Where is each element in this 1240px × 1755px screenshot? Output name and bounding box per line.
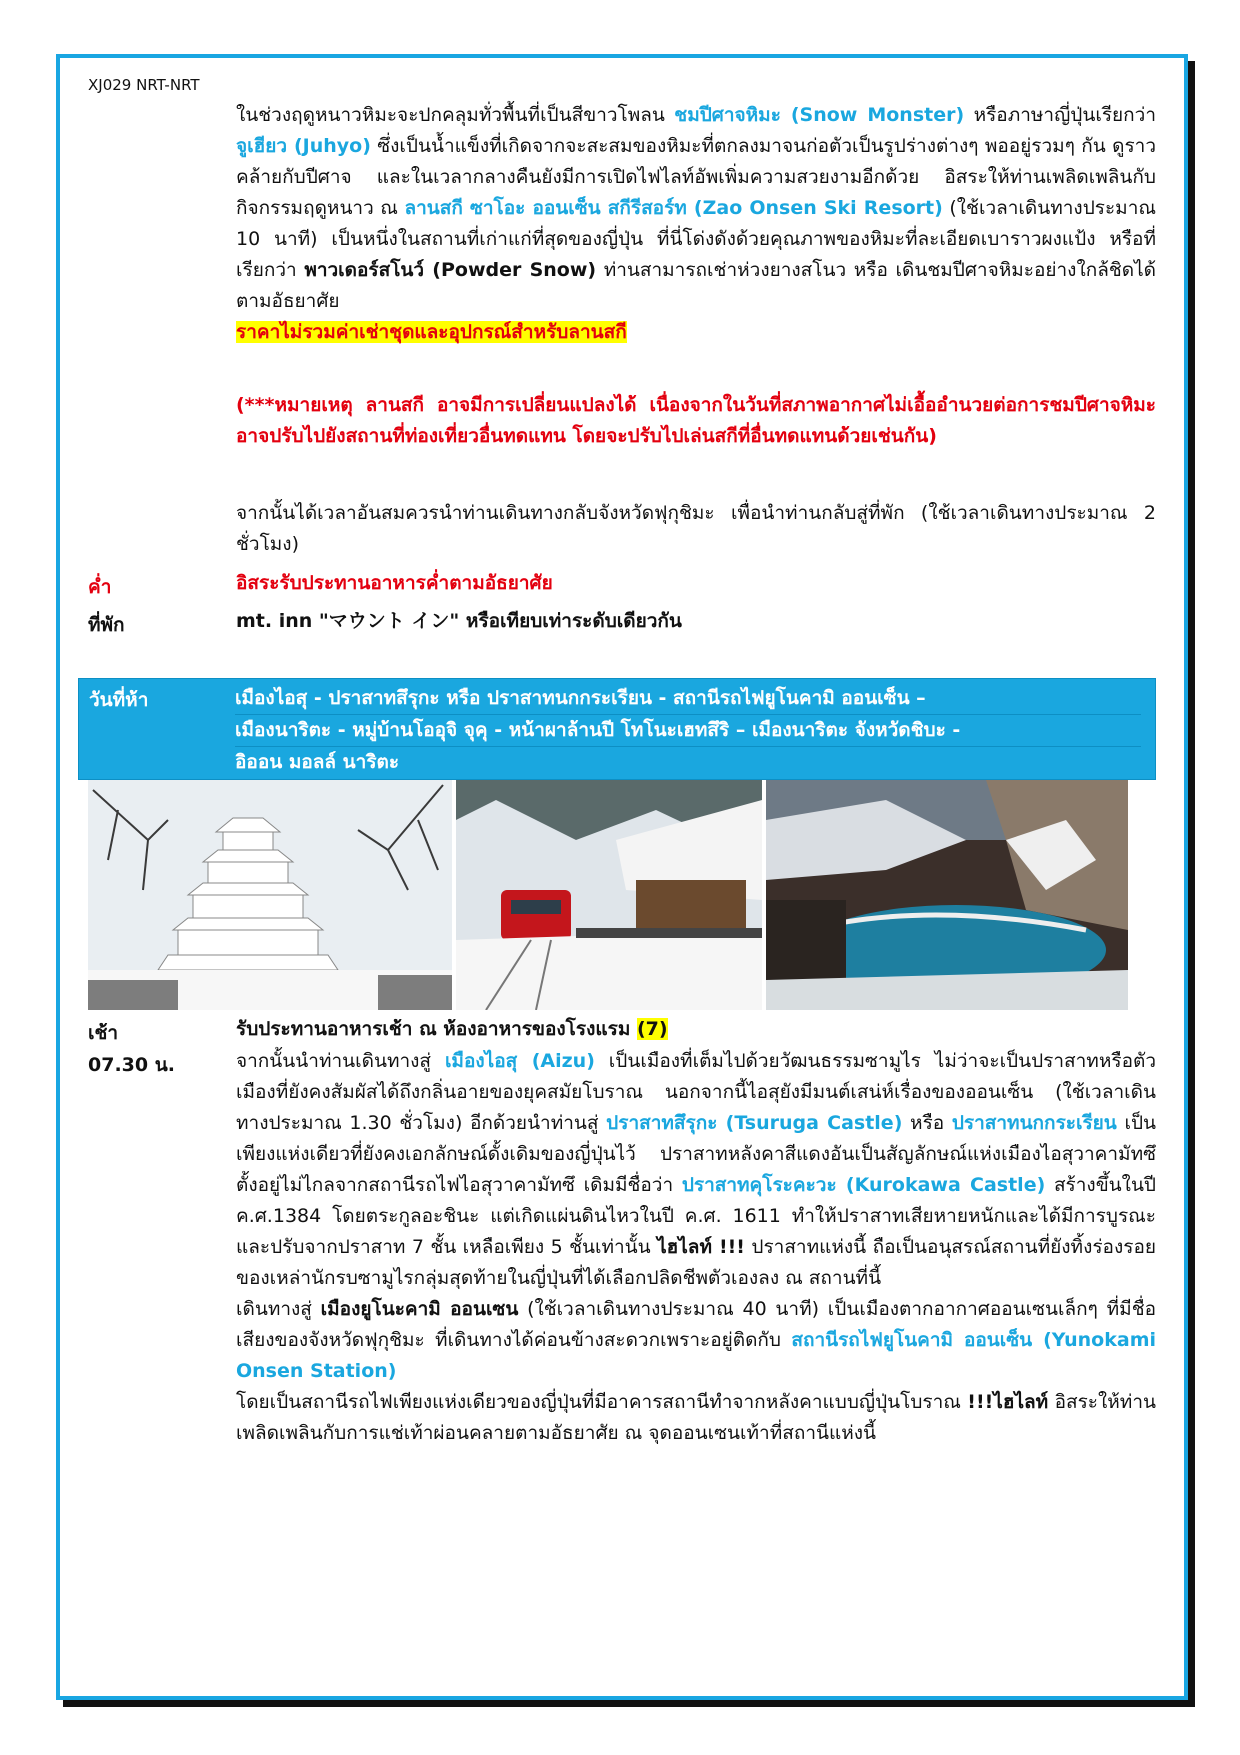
- meal-number: (7): [636, 1018, 668, 1040]
- ski-remark: (***หมายเหตุ ลานสกี อาจมีการเปลี่ยนแปลงได้ เนื่องจากในวันที่สภาพอากาศไม่เอื้ออำนวยต่อการชมปีศาจหิมะ อาจปรับไปยังสถานที่ท่องเที่ยวอื่นทดแทน โดยจะปรับไปเล่นสกีที่อื่นทดแทนด้วยเช่นกัน): [236, 394, 1156, 447]
- price-note: ราคาไม่รวมค่าเช่าชุดและอุปกรณ์สำหรับลานสกี: [236, 321, 627, 343]
- snow-monster-highlight: ชมปีศาจหิมะ (Snow Monster): [674, 104, 965, 126]
- breakfast-text: รับประทานอาหารเช้า ณ ห้องอาหารของโรงแรม (7): [236, 1018, 668, 1040]
- hotel-text: mt. inn "マウント イン" หรือเทียบเท่าระดับเดียวกัน: [236, 610, 682, 632]
- day5-route: เมืองไอสุ - ปราสาทสึรุกะ หรือ ปราสาทนกกระเรียน - สถานีรถไฟยูโนคามิ ออนเซ็น – เมืองนาริตะ - หมู่บ้านโออุจิ จุคุ - หน้าผาล้านปี โทโนะเฮทสึริ – เมืองนาริตะ จังหวัดชิบะ - อิออน มอลล์ นาริตะ: [235, 683, 1141, 778]
- hotel-label: ที่พัก: [88, 614, 125, 636]
- yunokami-highlight: เมืองยูโนะคามิ ออนเซน: [320, 1298, 519, 1320]
- powder-snow-highlight: พาวเดอร์สโนว์ (Powder Snow): [304, 259, 597, 281]
- snow-monster-paragraph: ในช่วงฤดูหนาวหิมะจะปกคลุมทั่วพื้นที่เป็นสีขาวโพลน ชมปีศาจหิมะ (Snow Monster) หรือภาษาญี่ปุ่นเรียกว่า จูเฮียว (Juhyo) ซึ่งเป็นน้ำแข็งที่เกิดจากจะสะสมของหิมะที่ตกลงมาจนก่อตัวเป็นรูปร่างต่างๆ พออยู่รวมๆ กัน ดูราวคล้ายกับปีศาจ และในเวลากลางคืนยังมีการเปิดไฟไลท์อัพเพิ่มความสวยงามอีกด้วย อิสระให้ท่านเพลิดเพลินกับกิจกรรมฤดูหนาว ณ ลานสกี ซาโอะ ออนเซ็น สกีรีสอร์ท (Zao Onsen Ski Resort) (ใช้เวลาเดินทางประมาณ 10 นาที) เป็นหนึ่งในสถานที่เก่าแก่ที่สุดของญี่ปุ่น ที่นี่โด่งดังด้วยคุณภาพของหิมะที่ละเอียดเบาราวผงแป้ง หรือที่เรียกว่า พาวเดอร์สโนว์ (Powder Snow) ท่านสามารถเช่าห่วงยางสโนว หรือ เดินชมปีศาจหิมะอย่างใกล้ชิดได้ตามอัธยาศัย ราคาไม่รวมค่าเช่าชุดและอุปกรณ์สำหรับลานสกี: [236, 104, 1157, 343]
- aizu-highlight: เมืองไอสุ (Aizu): [444, 1050, 595, 1072]
- tsuruga-castle-photo: [88, 780, 452, 1010]
- aizu-paragraph: จากนั้นนำท่านเดินทางสู่ เมืองไอสุ (Aizu) เป็นเมืองที่เต็มไปด้วยวัฒนธรรมซามูไร ไม่ว่าจะเป็นปราสาทหรือตัวเมืองที่ยังคงสัมผัสได้ถึงกลิ่นอายของยุคสมัยโบราณ นอกจากนี้ไอสุยังมีมนต์เสน่ห์เรื่องของออนเซ็น (ใช้เวลาเดินทางประมาณ 1.30 ชั่วโมง) อีกด้วยนำท่านสู่ ปราสาทสึรุกะ (Tsuruga Castle) หรือ ปราสาทนกกระเรียน เป็นเพียงแห่งเดียวที่ยังคงเอกลักษณ์ดั้งเดิมของญี่ปุ่นไว้ ปราสาทหลังคาสีแดงอันเป็นสัญลักษณ์แห่งเมืองไอสุวาคามัทซึ ตั้งอยู่ไม่ไกลจากสถานีรถไฟไอสุวาคามัทซึ เดิมมีชื่อว่า ปราสาทคุโระคะวะ (Kurokawa Castle) สร้างขึ้นในปี ค.ศ.1384 โดยตระกูลอะชินะ แต่เกิดแผ่นดินไหวในปี ค.ศ. 1611 ทำให้ปราสาทเสียหายหนักและได้มีการบูรณะและปรับจากปราสาท 7 ชั้น เหลือเพียง 5 ชั้นเท่านั้น ไฮไลท์ !!! ปราสาทแห่งนี้ ถือเป็นอนุสรณ์สถานที่ยังทิ้งร่องรอยของเหล่านักรบซามูไรกลุ่มสุดท้ายในญี่ปุ่นที่ได้เลือกปลิดชีพตัวเองลง ณ สถานที่นี้ เดินทางสู่ เมืองยูโนะคามิ ออนเซน (ใช้เวลาเดินทางประมาณ 40 นาที) เป็นเมืองตากอากาศออนเซนเล็กๆ ที่มีชื่อเสียงของจังหวัดฟุกุชิมะ ที่เดินทางได้ค่อนข้างสะดวกเพราะอยู่ติดกับ สถานีรถไฟยูโนคามิ ออนเซ็น (Yunokami Onsen Station) โดยเป็นสถานีรถไฟเพียงแห่งเดียวของญี่ปุ่นที่มีอาคารสถานีทำจากหลังคาแบบญี่ปุ่นโบราณ !!!ไฮไลท์ อิสระให้ท่านเพลิดเพลินกับการแช่เท้าผ่อนคลายตามอัธยาศัย ณ จุดออนเซนเท้าที่สถานีแห่งนี้: [236, 1050, 1157, 1444]
- yunokami-station-photo: [456, 780, 762, 1010]
- highlight-mark-2: !!!ไฮไลท์: [967, 1391, 1049, 1413]
- crane-castle-highlight: ปราสาทนกกระเรียน: [951, 1112, 1117, 1134]
- dinner-label: ค่ำ: [88, 576, 112, 598]
- tonohetsuri-photo: [766, 780, 1128, 1010]
- day5-label: วันที่ห้า: [89, 689, 149, 711]
- breakfast-label: เช้า: [88, 1022, 119, 1044]
- dinner-text: อิสระรับประทานอาหารค่ำตามอัธยาศัย: [236, 572, 553, 594]
- day5-banner: [78, 678, 1156, 780]
- yunokami-station-highlight: สถานีรถไฟยูโนคามิ ออนเซ็น (Yunokami Onsen Station): [236, 1329, 1157, 1382]
- tsuruga-highlight: ปราสาทสึรุกะ (Tsuruga Castle): [606, 1112, 903, 1134]
- juhyo-highlight: จูเฮียว (Juhyo): [236, 135, 371, 157]
- return-paragraph: จากนั้นได้เวลาอันสมควรนำท่านเดินทางกลับจังหวัดฟุกุชิมะ เพื่อนำท่านกลับสู่ที่พัก (ใช้เวลาเดินทางประมาณ 2 ชั่วโมง): [236, 502, 1156, 555]
- kurokawa-highlight: ปราสาทคุโระคะวะ (Kurokawa Castle): [681, 1174, 1046, 1196]
- tour-code: XJ029 NRT-NRT: [88, 76, 200, 94]
- morning-time: 07.30 น.: [88, 1054, 175, 1076]
- zao-ski-highlight: ลานสกี ซาโอะ ออนเซ็น สกีรีสอร์ท (Zao Onsen Ski Resort): [404, 197, 943, 219]
- highlight-mark-1: ไฮไลท์ !!!: [657, 1236, 745, 1258]
